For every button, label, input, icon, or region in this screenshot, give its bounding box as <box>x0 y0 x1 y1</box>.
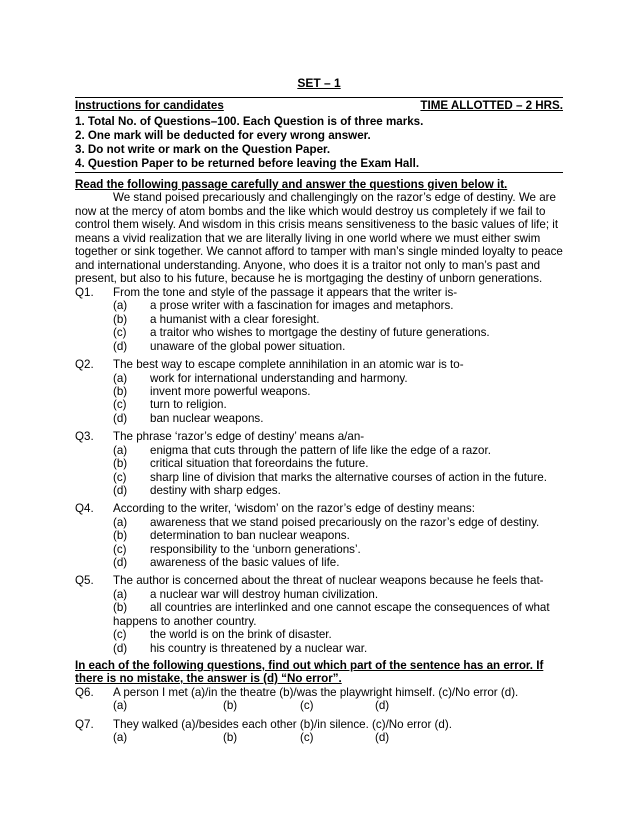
option-letter: (d) <box>113 484 128 497</box>
question-text: According to the writer, ‘wisdom’ on the razor’s edge of destiny means: <box>113 502 475 515</box>
question-number: Q4. <box>75 502 94 515</box>
question-text: A person I met (a)/in the theatre (b)/was the playwright himself. (c)/No error (d). <box>113 686 519 699</box>
option-text: destiny with sharp edges. <box>150 484 281 497</box>
option-letter: (d) <box>113 642 128 655</box>
option-letter: (b) <box>113 601 128 614</box>
option-text: sharp line of division that marks the alternative courses of action in the future. <box>150 471 547 484</box>
option-text: a humanist with a clear foresight. <box>150 313 320 326</box>
part-marker-c: (c) <box>300 699 314 712</box>
instruction-4: 4. Question Paper to be returned before leaving the Exam Hall. <box>75 157 420 170</box>
option-text: determination to ban nuclear weapons. <box>150 529 350 542</box>
question-text: From the tone and style of the passage it appears that the writer is- <box>113 286 458 299</box>
passage-line: means a vivid realization that we are literally living in one world where we must either swim <box>75 232 541 245</box>
instruction-3: 3. Do not write or mark on the Question Paper. <box>75 143 331 156</box>
question-text: The best way to escape complete annihilation in an atomic war is to- <box>113 358 464 371</box>
passage-line: and international understanding. Anyone, who does it is a traitor not only to man’s past and <box>75 259 541 272</box>
option-letter: (c) <box>113 398 127 411</box>
question-number: Q7. <box>75 718 94 731</box>
option-letter: (b) <box>113 385 128 398</box>
question-number: Q5. <box>75 574 94 587</box>
question-number: Q3. <box>75 430 94 443</box>
instruction-1: 1. Total No. of Questions–100. Each Question is of three marks. <box>75 115 424 128</box>
part-marker-d: (d) <box>375 699 390 712</box>
passage-line: present, but also to his future, because he is mortgaging the destiny of unborn generations. <box>75 272 543 285</box>
option-text: the world is on the brink of disaster. <box>150 628 332 641</box>
option-text: work for international understanding and harmony. <box>150 372 408 385</box>
option-letter: (a) <box>113 516 128 529</box>
option-continuation: happens to another country. <box>113 615 257 628</box>
part-marker-c: (c) <box>300 731 314 744</box>
divider-top <box>75 97 563 98</box>
option-letter: (d) <box>113 556 128 569</box>
instruction-2: 2. One mark will be deducted for every wrong answer. <box>75 129 371 142</box>
question-number: Q1. <box>75 286 94 299</box>
option-text: ban nuclear weapons. <box>150 412 264 425</box>
set-title: SET – 1 <box>297 76 341 90</box>
passage-heading: Read the following passage carefully and answer the questions given below it. <box>75 178 508 191</box>
option-text: awareness that we stand poised precariously on the razor’s edge of destiny. <box>150 516 540 529</box>
question-text: They walked (a)/besides each other (b)/in silence. (c)/No error (d). <box>113 718 452 731</box>
error-section-heading: there is no mistake, the answer is (d) “No error”. <box>75 672 342 685</box>
option-text: invent more powerful weapons. <box>150 385 311 398</box>
time-allotted: TIME ALLOTTED – 2 HRS. <box>420 99 563 112</box>
option-letter: (a) <box>113 588 128 601</box>
part-marker-a: (a) <box>113 731 128 744</box>
option-text: a nuclear war will destroy human civilization. <box>150 588 379 601</box>
passage-line: together or sink together. We cannot afford to tamper with man’s single minded loyalty to peace <box>75 245 563 258</box>
option-letter: (a) <box>113 372 128 385</box>
passage-line: We stand poised precariously and challengingly on the razor’s edge of destiny. We are <box>113 191 556 204</box>
instructions-heading: Instructions for candidates <box>75 99 224 112</box>
part-marker-a: (a) <box>113 699 128 712</box>
option-text: a traitor who wishes to mortgage the destiny of future generations. <box>150 326 490 339</box>
option-text: critical situation that foreordains the future. <box>150 457 369 470</box>
passage-line: now at the mercy of atom bombs and the like which would destroy us completely if we fail to <box>75 205 546 218</box>
option-letter: (a) <box>113 444 128 457</box>
question-text: The phrase ‘razor’s edge of destiny’ means a/an- <box>113 430 365 443</box>
option-letter: (c) <box>113 543 127 556</box>
part-marker-d: (d) <box>375 731 390 744</box>
option-text: a prose writer with a fascination for images and metaphors. <box>150 299 454 312</box>
question-number: Q6. <box>75 686 94 699</box>
option-letter: (b) <box>113 457 128 470</box>
option-letter: (c) <box>113 628 127 641</box>
question-text: The author is concerned about the threat of nuclear weapons because he feels that- <box>113 574 544 587</box>
option-text: unaware of the global power situation. <box>150 340 346 353</box>
option-text: turn to religion. <box>150 398 227 411</box>
divider-bottom <box>75 172 563 173</box>
error-section-heading: In each of the following questions, find out which part of the sentence has an error. If <box>75 659 544 672</box>
option-letter: (b) <box>113 529 128 542</box>
option-letter: (d) <box>113 340 128 353</box>
part-marker-b: (b) <box>223 731 238 744</box>
option-text: responsibility to the ‘unborn generations’. <box>150 543 361 556</box>
option-letter: (a) <box>113 299 128 312</box>
option-text: his country is threatened by a nuclear war. <box>150 642 368 655</box>
option-text: all countries are interlinked and one cannot escape the consequences of what <box>150 601 550 614</box>
passage-line: control them wisely. And wisdom in this crisis means sensitiveness to the basic values of life; it <box>75 218 559 231</box>
option-text: awareness of the basic values of life. <box>150 556 340 569</box>
option-letter: (d) <box>113 412 128 425</box>
part-marker-b: (b) <box>223 699 238 712</box>
option-letter: (c) <box>113 471 127 484</box>
option-letter: (b) <box>113 313 128 326</box>
option-text: enigma that cuts through the pattern of life like the edge of a razor. <box>150 444 491 457</box>
question-number: Q2. <box>75 358 94 371</box>
option-letter: (c) <box>113 326 127 339</box>
